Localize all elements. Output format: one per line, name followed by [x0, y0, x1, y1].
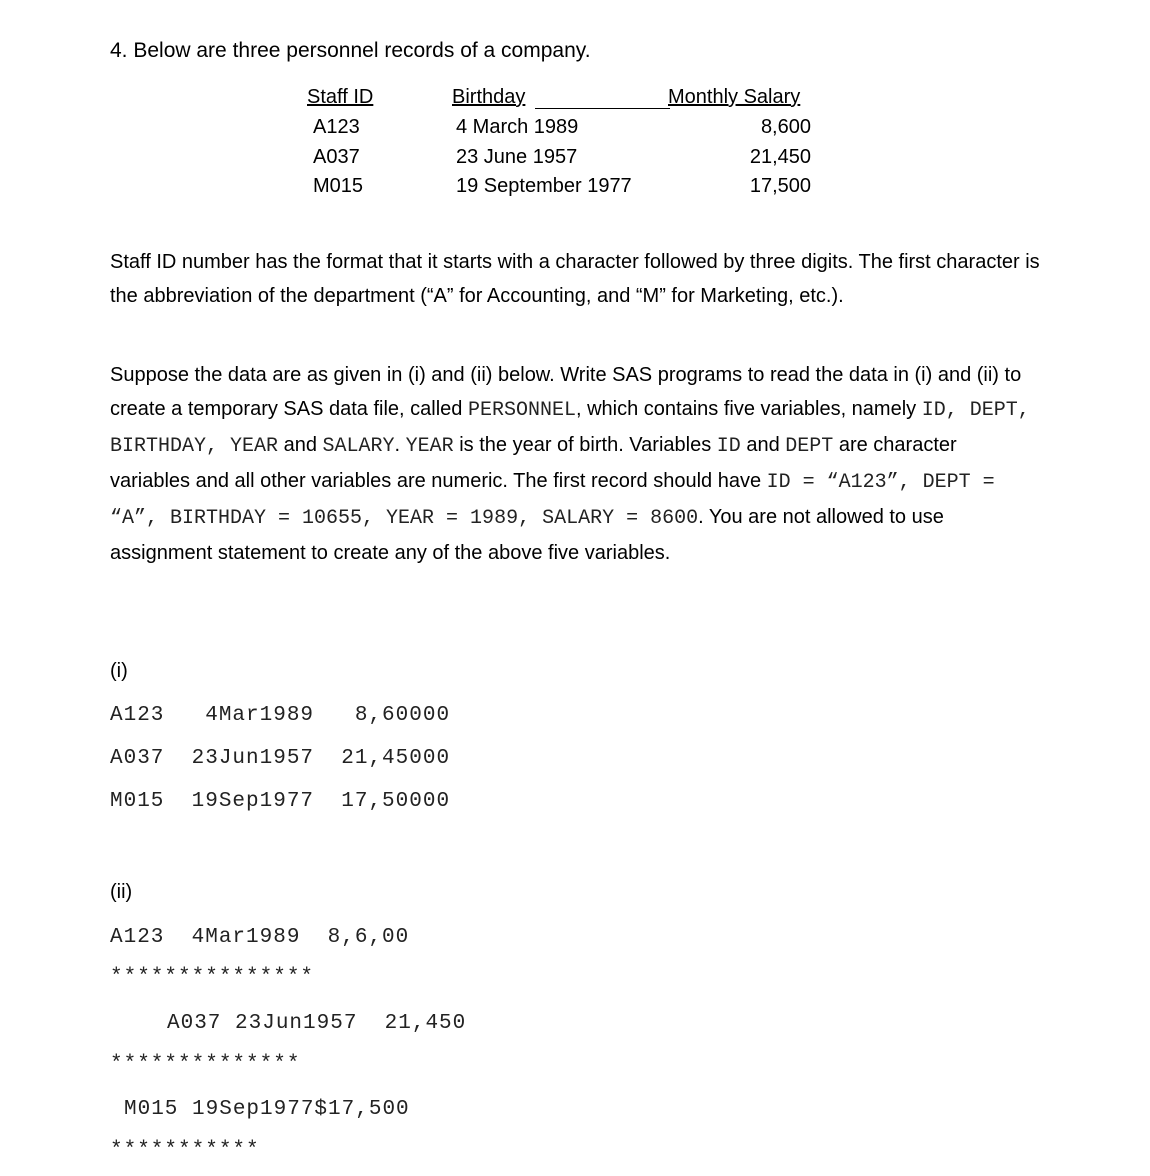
data-line: M015 19Sep1977$17,500: [124, 1098, 410, 1121]
question-title: 4. Below are three personnel records of a company.: [110, 39, 591, 62]
cell-salary: 21,450: [749, 146, 811, 168]
cell-id: M015: [313, 175, 364, 197]
header-staff-id: Staff ID: [307, 86, 374, 108]
separator-line: ***********: [110, 1139, 260, 1162]
data-line: A037 23Jun1957 21,45000: [110, 747, 451, 770]
header-birthday: Birthday: [452, 86, 526, 108]
cell-birthday: 23 June 1957: [456, 146, 578, 168]
separator-line: ***************: [110, 966, 315, 989]
header-underline: [535, 108, 670, 109]
cell-id: A123: [313, 116, 360, 138]
data-line: A037 23Jun1957 21,450: [167, 1012, 467, 1035]
cell-birthday: 19 September 1977: [456, 175, 632, 197]
cell-id: A037: [313, 146, 360, 168]
data-line: A123 4Mar1989 8,6,00: [110, 926, 410, 949]
header-monthly-salary: Monthly Salary: [668, 86, 801, 108]
instructions-paragraph: Suppose the data are as given in (i) and (ii) below. Write SAS programs to read the data in (i) and (ii) to create a temporary SAS data file, called PERSONNEL, which contains five variables, namely ID, DEPT, BIRTHDAY, YEAR and SALARY. YEAR is the year of birth. Variables ID and DEPT are character variables and all other variables are numeric. The first record should have ID = “A123”, DEPT = “A”, BIRTHDAY = 10655, YEAR = 1989, SALARY = 8600. You are not allowed to use assignment statement to create any of the above five variables.: [110, 364, 1030, 564]
cell-salary: 8,600: [760, 116, 811, 138]
part-i-label: (i): [110, 660, 128, 682]
staff-id-format-paragraph: Staff ID number has the format that it starts with a character followed by three digits. The first character is the abbreviation of the department (“A” for Accounting, and “M” for Marketing, etc.).: [110, 251, 1040, 307]
data-line: M015 19Sep1977 17,50000: [110, 790, 451, 813]
cell-birthday: 4 March 1989: [456, 116, 579, 138]
separator-line: **************: [110, 1053, 301, 1076]
data-line: A123 4Mar1989 8,60000: [110, 704, 451, 727]
cell-salary: 17,500: [749, 175, 811, 197]
part-ii-label: (ii): [110, 881, 133, 903]
